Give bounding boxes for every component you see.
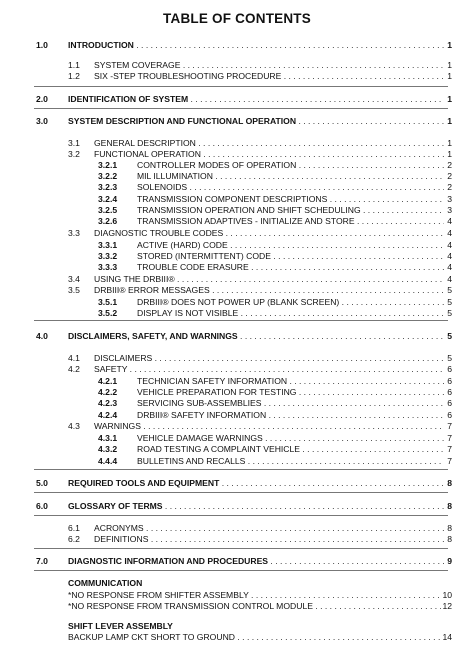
- toc-entry[interactable]: [0, 228, 474, 239]
- toc-entry-title: TECHNICIAN SAFETY INFORMATION . . .: [137, 376, 444, 387]
- toc-entry-page-number: 8: [447, 478, 452, 488]
- toc-entry-title: SYSTEM COVERAGE . . .: [94, 60, 444, 71]
- toc-entry-title: BACKUP LAMP CKT SHORT TO GROUND . . .: [68, 632, 444, 643]
- toc-entry-title: WARNINGS . . .: [94, 421, 444, 432]
- toc-entry-title: TROUBLE CODE ERASURE . . .: [137, 262, 444, 273]
- toc-entry[interactable]: [0, 601, 474, 612]
- toc-entry-page-number: 14: [442, 632, 452, 642]
- toc-entry-page-number: 5: [447, 331, 452, 341]
- toc-entry-title: *NO RESPONSE FROM TRANSMISSION CONTROL MODULE . . .: [68, 601, 444, 612]
- toc-entry-page-number: 5: [447, 308, 452, 318]
- toc-entry[interactable]: [0, 331, 474, 342]
- toc-entry-page-number: 2: [447, 171, 452, 181]
- toc-entry-title: TRANSMISSION COMPONENT DESCRIPTIONS . . .: [137, 194, 444, 205]
- toc-entry-title: ACTIVE (HARD) CODE . . .: [137, 240, 444, 251]
- toc-entry[interactable]: [0, 308, 474, 319]
- toc-entry-page-number: 6: [447, 364, 452, 374]
- toc-entry[interactable]: [0, 71, 474, 82]
- toc-entry-number: 4.2: [68, 364, 80, 374]
- toc-entry[interactable]: [0, 60, 474, 71]
- toc-entry-title: IDENTIFICATION OF SYSTEM . . .: [68, 94, 444, 105]
- toc-entry-number: 3.5: [68, 285, 80, 295]
- toc-entry-number: 4.2.3: [98, 398, 118, 408]
- toc-group-heading: [0, 578, 474, 589]
- toc-entry-number: 3.3: [68, 228, 80, 238]
- toc-entry-title: TRANSMISSION OPERATION AND SHIFT SCHEDULING . . .: [137, 205, 444, 216]
- toc-entry-page-number: 1: [447, 116, 452, 126]
- toc-entry-title: SAFETY . . .: [94, 364, 444, 375]
- toc-entry-number: 3.2.3: [98, 182, 118, 192]
- toc-entry-page-number: 4: [447, 228, 452, 238]
- toc-entry[interactable]: [0, 285, 474, 296]
- toc-entry-number: 3.3.2: [98, 251, 118, 261]
- toc-entry-number: 1.1: [68, 60, 80, 70]
- toc-entry-title: COMMUNICATION: [68, 578, 143, 588]
- toc-entry-title: SYSTEM DESCRIPTION AND FUNCTIONAL OPERATION . . .: [68, 116, 444, 127]
- toc-entry[interactable]: [0, 40, 474, 51]
- toc-entry[interactable]: [0, 534, 474, 545]
- toc-entry-title: DISPLAY IS NOT VISIBLE . . .: [137, 308, 444, 319]
- toc-entry[interactable]: [0, 353, 474, 364]
- toc-entry-title: SHIFT LEVER ASSEMBLY: [68, 621, 173, 631]
- toc-entry-title: DEFINITIONS . . .: [94, 534, 444, 545]
- section-divider: [34, 548, 448, 549]
- toc-entry-number: 1.2: [68, 71, 80, 81]
- toc-entry-title: ROAD TESTING A COMPLAINT VEHICLE . . .: [137, 444, 444, 455]
- section-divider: [34, 492, 448, 493]
- toc-entry[interactable]: [0, 171, 474, 182]
- toc-entry-page-number: 2: [447, 160, 452, 170]
- toc-entry-page-number: 4: [447, 240, 452, 250]
- toc-entry[interactable]: [0, 478, 474, 489]
- toc-entry-title: DISCLAIMERS . . .: [94, 353, 444, 364]
- toc-entry-page-number: 4: [447, 274, 452, 284]
- toc-entry-title: DRBIII® DOES NOT POWER UP (BLANK SCREEN) . . .: [137, 297, 444, 308]
- toc-entry-number: 3.3.3: [98, 262, 118, 272]
- toc-entry[interactable]: [0, 182, 474, 193]
- toc-entry[interactable]: [0, 116, 474, 127]
- toc-entry-number: 1.0: [36, 40, 48, 50]
- toc-entry-number: 3.2.5: [98, 205, 118, 215]
- toc-entry[interactable]: [0, 421, 474, 432]
- toc-entry[interactable]: [0, 149, 474, 160]
- toc-entry-title: ACRONYMS . . .: [94, 523, 444, 534]
- toc-entry-title: FUNCTIONAL OPERATION . . .: [94, 149, 444, 160]
- toc-entry-page-number: 8: [447, 523, 452, 533]
- toc-entry-number: 4.3.1: [98, 433, 118, 443]
- toc-entry-number: 5.0: [36, 478, 48, 488]
- toc-entry-page-number: 8: [447, 534, 452, 544]
- toc-entry[interactable]: [0, 632, 474, 643]
- toc-entry-page-number: 4: [447, 216, 452, 226]
- toc-entry-page-number: 1: [447, 94, 452, 104]
- toc-entry[interactable]: [0, 387, 474, 398]
- section-divider: [34, 515, 448, 516]
- toc-entry-page-number: 7: [447, 444, 452, 454]
- toc-entry[interactable]: [0, 194, 474, 205]
- toc-entry-title: STORED (INTERMITTENT) CODE . . .: [137, 251, 444, 262]
- toc-group-heading: [0, 621, 474, 632]
- toc-entry-number: 4.2.4: [98, 410, 118, 420]
- toc-entry-number: 3.0: [36, 116, 48, 126]
- toc-entry-number: 3.2.1: [98, 160, 118, 170]
- toc-entry-number: 3.2.2: [98, 171, 118, 181]
- toc-entry[interactable]: [0, 138, 474, 149]
- section-divider: [34, 469, 448, 470]
- toc-entry-title: SIX -STEP TROUBLESHOOTING PROCEDURE . . .: [94, 71, 444, 82]
- toc-entry-page-number: 5: [447, 285, 452, 295]
- toc-entry-title: MIL ILLUMINATION . . .: [137, 171, 444, 182]
- toc-entry-number: 4.3.2: [98, 444, 118, 454]
- toc-entry-page-number: 7: [447, 456, 452, 466]
- toc-entry-page-number: 3: [447, 205, 452, 215]
- toc-entry[interactable]: [0, 205, 474, 216]
- toc-entry-number: 7.0: [36, 556, 48, 566]
- toc-entry-page-number: 7: [447, 433, 452, 443]
- toc-entry[interactable]: [0, 216, 474, 227]
- toc-entry-page-number: 1: [447, 60, 452, 70]
- toc-entry-page-number: 9: [447, 556, 452, 566]
- toc-entry-number: 6.2: [68, 534, 80, 544]
- toc-entry-title: SOLENOIDS . . .: [137, 182, 444, 193]
- toc-entry-title: GLOSSARY OF TERMS . . .: [68, 501, 444, 512]
- toc-entry[interactable]: [0, 376, 474, 387]
- section-divider: [34, 108, 448, 109]
- toc-entry-page-number: 12: [442, 601, 452, 611]
- toc-entry-page-number: 1: [447, 138, 452, 148]
- toc-entry[interactable]: [0, 251, 474, 262]
- toc-entry-title: INTRODUCTION . . .: [68, 40, 444, 51]
- toc-entry-page-number: 6: [447, 398, 452, 408]
- toc-entry-page-number: 6: [447, 387, 452, 397]
- toc-entry-number: 3.2.6: [98, 216, 118, 226]
- toc-entry-title: USING THE DRBIII® . . .: [94, 274, 444, 285]
- toc-entry-number: 4.1: [68, 353, 80, 363]
- toc-entry-page-number: 1: [447, 71, 452, 81]
- toc-entry[interactable]: [0, 433, 474, 444]
- toc-entry-page-number: 3: [447, 194, 452, 204]
- toc-entry-number: 3.2.4: [98, 194, 118, 204]
- toc-entry[interactable]: [0, 94, 474, 105]
- section-divider: [34, 320, 448, 321]
- toc-entry-page-number: 6: [447, 410, 452, 420]
- toc-entry-number: 6.0: [36, 501, 48, 511]
- toc-entry-title: TRANSMISSION ADAPTIVES - INITIALIZE AND STORE . . .: [137, 216, 444, 227]
- toc-entry-number: 4.2.2: [98, 387, 118, 397]
- toc-entry-number: 3.5.2: [98, 308, 118, 318]
- toc-entry-title: CONTROLLER MODES OF OPERATION . . .: [137, 160, 444, 171]
- toc-entry-number: 3.1: [68, 138, 80, 148]
- toc-entry-title: DISCLAIMERS, SAFETY, AND WARNINGS . . .: [68, 331, 444, 342]
- toc-entry[interactable]: [0, 297, 474, 308]
- toc-entry-page-number: 2: [447, 182, 452, 192]
- toc-entry[interactable]: [0, 262, 474, 273]
- toc-entry-page-number: 5: [447, 297, 452, 307]
- toc-entry-page-number: 4: [447, 262, 452, 272]
- toc-entry-page-number: 8: [447, 501, 452, 511]
- toc-entry-number: 3.5.1: [98, 297, 118, 307]
- toc-entry-page-number: 4: [447, 251, 452, 261]
- toc-entry[interactable]: [0, 556, 474, 567]
- toc-entry-title: GENERAL DESCRIPTION . . .: [94, 138, 444, 149]
- toc-entry[interactable]: [0, 240, 474, 251]
- toc-entry[interactable]: [0, 160, 474, 171]
- toc-entry-title: DIAGNOSTIC INFORMATION AND PROCEDURES . . .: [68, 556, 444, 567]
- toc-entry-number: 6.1: [68, 523, 80, 533]
- toc-entry[interactable]: [0, 501, 474, 512]
- toc-entry-title: VEHICLE DAMAGE WARNINGS . . .: [137, 433, 444, 444]
- toc-entry[interactable]: [0, 410, 474, 421]
- toc-entry-page-number: 5: [447, 353, 452, 363]
- toc-entry-page-number: 7: [447, 421, 452, 431]
- toc-entry[interactable]: [0, 456, 474, 467]
- toc-entry[interactable]: [0, 590, 474, 601]
- toc-entry-number: 3.3.1: [98, 240, 118, 250]
- page-title: TABLE OF CONTENTS: [163, 11, 311, 26]
- toc-entry-number: 4.4.4: [98, 456, 118, 466]
- toc-entry-title: DRBIII® ERROR MESSAGES . . .: [94, 285, 444, 296]
- toc-entry-page-number: 1: [447, 149, 452, 159]
- toc-entry-page-number: 10: [442, 590, 452, 600]
- toc-entry-number: 3.2: [68, 149, 80, 159]
- toc-entry-title: *NO RESPONSE FROM SHIFTER ASSEMBLY . . .: [68, 590, 444, 601]
- toc-entry[interactable]: [0, 274, 474, 285]
- section-divider: [34, 86, 448, 87]
- toc-entry-title: BULLETINS AND RECALLS . . .: [137, 456, 444, 467]
- toc-entry[interactable]: [0, 444, 474, 455]
- toc-entry[interactable]: [0, 523, 474, 534]
- toc-entry-page-number: 6: [447, 376, 452, 386]
- toc-entry-number: 2.0: [36, 94, 48, 104]
- toc-entry-number: 4.2.1: [98, 376, 118, 386]
- toc-entry-title: SERVICING SUB-ASSEMBLIES . . .: [137, 398, 444, 409]
- toc-entry[interactable]: [0, 398, 474, 409]
- toc-entry-title: REQUIRED TOOLS AND EQUIPMENT . . .: [68, 478, 444, 489]
- toc-entry-title: DRBIII® SAFETY INFORMATION . . .: [137, 410, 444, 421]
- toc-entry-title: VEHICLE PREPARATION FOR TESTING . . .: [137, 387, 444, 398]
- toc-entry[interactable]: [0, 364, 474, 375]
- section-divider: [34, 570, 448, 571]
- toc-entry-title: DIAGNOSTIC TROUBLE CODES . . .: [94, 228, 444, 239]
- toc-entry-number: 3.4: [68, 274, 80, 284]
- toc-entry-number: 4.0: [36, 331, 48, 341]
- toc-entry-page-number: 1: [447, 40, 452, 50]
- toc-entry-number: 4.3: [68, 421, 80, 431]
